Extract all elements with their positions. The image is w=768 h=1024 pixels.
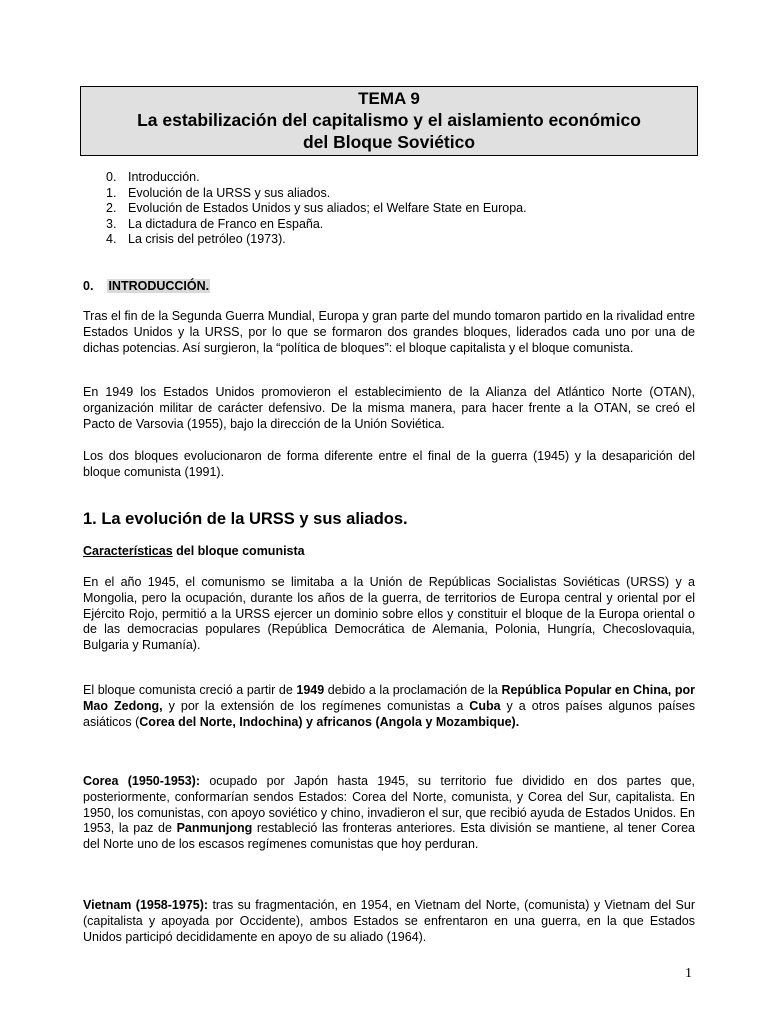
korea-paragraph: Corea (1950-1953): ocupado por Japón hasta 1945, su territorio fue dividido en dos partes que, posteriormente, conformarían sendos Estados: Corea del Norte, comunista, y Corea del Sur, capitalista. En 1950, los comunistas, con apoyo soviético y chino, invadieron el sur, que recibió ayuda de Estados Unidos. En 1953, la paz de Panmunjong restableció las fronteras anteriores. Esta división se mantiene, al tener Corea del Norte uno de los escasos regímenes comunistas que hoy perduran.: [83, 774, 696, 852]
title-line-2: del Bloque Soviético: [302, 132, 476, 152]
section-1-heading: 1. La evolución de la URSS y sus aliados.: [83, 510, 408, 528]
table-of-contents: [106, 170, 527, 248]
intro-paragraph-2: En 1949 los Estados Unidos promovieron el establecimiento de la Alianza del Atlántico Norte (OTAN), organización militar de carácter defensivo. De la misma manera, para hacer frente a la OTAN, se creó el Pacto de Varsovia (1955), bajo la dirección de la Unión Soviética.: [83, 385, 695, 431]
toc-item: 3. La dictadura de Franco en España.: [106, 216, 324, 231]
toc-item: 0. Introducción.: [106, 170, 200, 184]
toc-item: 4. La crisis del petróleo (1973).: [106, 232, 286, 247]
vietnam-paragraph: Vietnam (1958-1975): tras su fragmentación, en 1954, en Vietnam del Norte, (comunista) y Vietnam del Sur (capitalista y apoyada por Occidente), ambos Estados se enfrentaron en una guerra, en la que Estados Unidos participó decididamente en apoyo de su aliado (1964).: [83, 898, 696, 944]
title-line-1: La estabilización del capitalismo y el aislamiento económico: [137, 110, 641, 130]
page-number: 1: [685, 966, 692, 981]
section-1-paragraph-2: El bloque comunista creció a partir de 1949 debido a la proclamación de la República Popular en China, por Mao Zedong, y por la extensión de los regímenes comunistas a Cuba y a otros países algunos países asiáticos (Corea del Norte, Indochina) y africanos (Angola y Mozambique).: [83, 683, 695, 729]
toc-item: 2. Evolución de Estados Unidos y sus aliados; el Welfare State en Europa.: [106, 201, 527, 216]
title-box: [80, 86, 698, 156]
intro-paragraph-1: Tras el fin de la Segunda Guerra Mundial, Europa y gran parte del mundo tomaron partido en la rivalidad entre Estados Unidos y la URSS, por lo que se formaron dos grandes bloques, liderados cada uno por una de dichas potencias. Así surgieron, la “política de bloques”: el bloque capitalista y el bloque comunista.: [83, 309, 695, 355]
subheading-characteristics: Características del bloque comunista: [83, 544, 305, 558]
topic-number: TEMA 9: [358, 89, 420, 108]
intro-paragraph-3: Los dos bloques evolucionaron de forma diferente entre el final de la guerra (1945) y la desaparición del bloque comunista (1991).: [83, 449, 695, 479]
section-1-paragraph-1: En el año 1945, el comunismo se limitaba a la Unión de Repúblicas Socialistas Soviéticas (URSS) y a Mongolia, pero la ocupación, durante los años de la guerra, de territorios de Europa central y oriental por el Ejército Rojo, permitió a la URSS ejercer un dominio sobre ellos y constituir el bloque de la Europa oriental o de las democracias populares (República Democrática de Alemania, Polonia, Hungría, Checoslovaquia, Bulgaria y Rumanía).: [83, 575, 695, 653]
toc-item: 1. Evolución de la URSS y sus aliados.: [106, 185, 331, 200]
section-0-heading: 0. INTRODUCCIÓN.: [83, 279, 210, 293]
